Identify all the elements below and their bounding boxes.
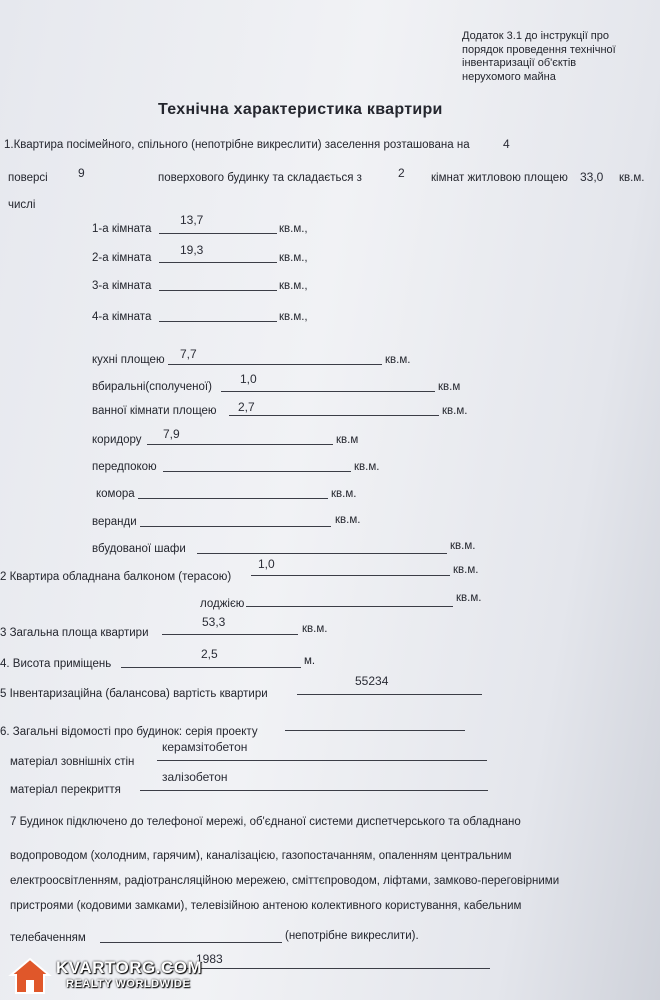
height-line (121, 667, 301, 668)
kitchen-unit: кв.м. (385, 354, 411, 366)
toilet-unit: кв.м (438, 381, 461, 393)
house-logo-icon (8, 956, 52, 996)
veranda-unit: кв.м. (335, 514, 361, 526)
total-area-line (162, 634, 298, 635)
room-4-unit: кв.м., (279, 311, 308, 323)
section-1-text: 1.Квартира посімейного, спільного (непотрібне викреслити) заселення розташована на (4, 139, 470, 151)
utilities-line-3: електроосвітленням, радіотрансляційною мережею, сміттєпроводом, ліфтами, замково-переговірними (10, 875, 560, 887)
room-1-label: 1-а кімната (92, 223, 152, 235)
loggia-unit: кв.м. (456, 592, 482, 604)
toilet-value: 1,0 (240, 372, 257, 386)
total-area-unit: кв.м. (302, 623, 328, 635)
bath-line (229, 415, 439, 416)
count-label: числі (8, 199, 36, 211)
room-2-label: 2-а кімната (92, 252, 152, 264)
living-area-value: 33,0 (580, 170, 604, 184)
height-unit: м. (304, 655, 316, 667)
wardrobe-line (197, 553, 447, 554)
value-line (297, 694, 482, 695)
bath-unit: кв.м. (442, 405, 468, 417)
room-2-line (159, 262, 277, 263)
veranda-line (140, 526, 331, 527)
balcony-line (251, 575, 450, 576)
floor-label: поверсі (8, 172, 48, 184)
corridor-label: коридору (92, 434, 142, 446)
value-label: 5 Інвентаризаційна (балансова) вартість квартири (0, 688, 268, 700)
kitchen-value: 7,7 (180, 347, 197, 361)
kitchen-line (168, 364, 382, 365)
kitchen-label: кухні площею (92, 354, 165, 366)
storage-line (138, 498, 328, 499)
cable-tv-label: телебаченням (10, 932, 86, 944)
room-3-unit: кв.м., (279, 280, 308, 292)
room-1-unit: кв.м., (279, 223, 308, 235)
watermark-name: KVARTORG.COM (56, 958, 203, 977)
floor-material-line (140, 790, 488, 791)
storage-label: комора (96, 488, 135, 500)
room-4-line (159, 321, 277, 322)
bath-label: ванної кімнати площею (92, 405, 217, 417)
balcony-label: 2 Квартира обладнана балконом (терасою) (0, 571, 232, 583)
wall-material-label: матеріал зовнішніх стін (10, 756, 135, 768)
height-label: 4. Висота приміщень (0, 658, 112, 670)
building-text: поверхового будинку та складається з (158, 172, 362, 184)
storage-unit: кв.м. (331, 488, 357, 500)
annex-line-1: Додаток 3.1 до інструкції про (462, 30, 609, 42)
cable-tv-note: (непотрібне викреслити). (285, 930, 419, 942)
loggia-line (246, 606, 453, 607)
room-2-value: 19,3 (180, 243, 204, 257)
wall-material-value: керамзітобетон (162, 740, 248, 754)
living-area-unit: кв.м. (619, 172, 645, 184)
cable-tv-line (100, 942, 282, 943)
room-4-label: 4-а кімната (92, 311, 152, 323)
corridor-value: 7,9 (163, 427, 180, 441)
room-3-line (159, 290, 277, 291)
hall-label: передпокою (92, 461, 157, 473)
total-area-label: 3 Загальна площа квартири (0, 627, 149, 639)
document-title: Технічна характеристика квартири (158, 101, 443, 118)
watermark-subtitle: REALTY WORLDWIDE (66, 978, 191, 990)
annex-line-3: інвентаризації об'єктів (462, 57, 577, 69)
hall-line (163, 471, 351, 472)
bath-value: 2,7 (238, 400, 255, 414)
veranda-label: веранди (92, 516, 137, 528)
corridor-line (147, 444, 333, 445)
wardrobe-label: вбудованої шафи (92, 543, 186, 555)
room-1-line (159, 233, 277, 234)
height-value: 2,5 (201, 647, 218, 661)
watermark (8, 956, 208, 996)
wall-material-line (157, 760, 487, 761)
hall-unit: кв.м. (354, 461, 380, 473)
balcony-value: 1,0 (258, 557, 275, 571)
floor-material-value: залізобетон (162, 770, 228, 784)
room-2-unit: кв.м., (279, 252, 308, 264)
annex-note (462, 30, 616, 84)
utilities-line-4: пристроями (кодовими замками), телевізійною антеною колективного користування, кабельним (10, 900, 522, 912)
wardrobe-unit: кв.м. (450, 540, 476, 552)
room-1-value: 13,7 (180, 213, 204, 227)
loggia-label: лоджією (200, 598, 245, 610)
utilities-line-1: 7 Будинок підключено до телефоної мережі, об'єднаної системи диспетчерського та обладнано (10, 816, 521, 828)
floor-value: 4 (503, 137, 510, 151)
project-series-line (285, 730, 465, 731)
annex-line-4: нерухомого майна (462, 70, 556, 83)
inventory-value: 55234 (355, 674, 389, 688)
toilet-line (221, 391, 435, 392)
rooms-count-value: 2 (398, 166, 405, 180)
floors-total-value: 9 (78, 166, 85, 180)
build-year-value: 1983 (196, 952, 223, 966)
utilities-line-2: водопроводом (холодним, гарячим), каналізацією, газопостачанням, опаленням центральним (10, 850, 512, 862)
build-year-line (170, 968, 490, 969)
floor-material-label: матеріал перекриття (10, 784, 121, 796)
building-info-label: 6. Загальні відомості про будинок: серія проекту (0, 726, 258, 738)
toilet-label: вбиральні(сполученої) (92, 381, 212, 393)
living-area-label: кімнат житловою площею (431, 172, 568, 184)
balcony-unit: кв.м. (453, 564, 479, 576)
annex-line-2: порядок проведення технічної (462, 43, 616, 56)
room-3-label: 3-а кімната (92, 280, 152, 292)
corridor-unit: кв.м (336, 434, 359, 446)
total-area-value: 53,3 (202, 615, 226, 629)
